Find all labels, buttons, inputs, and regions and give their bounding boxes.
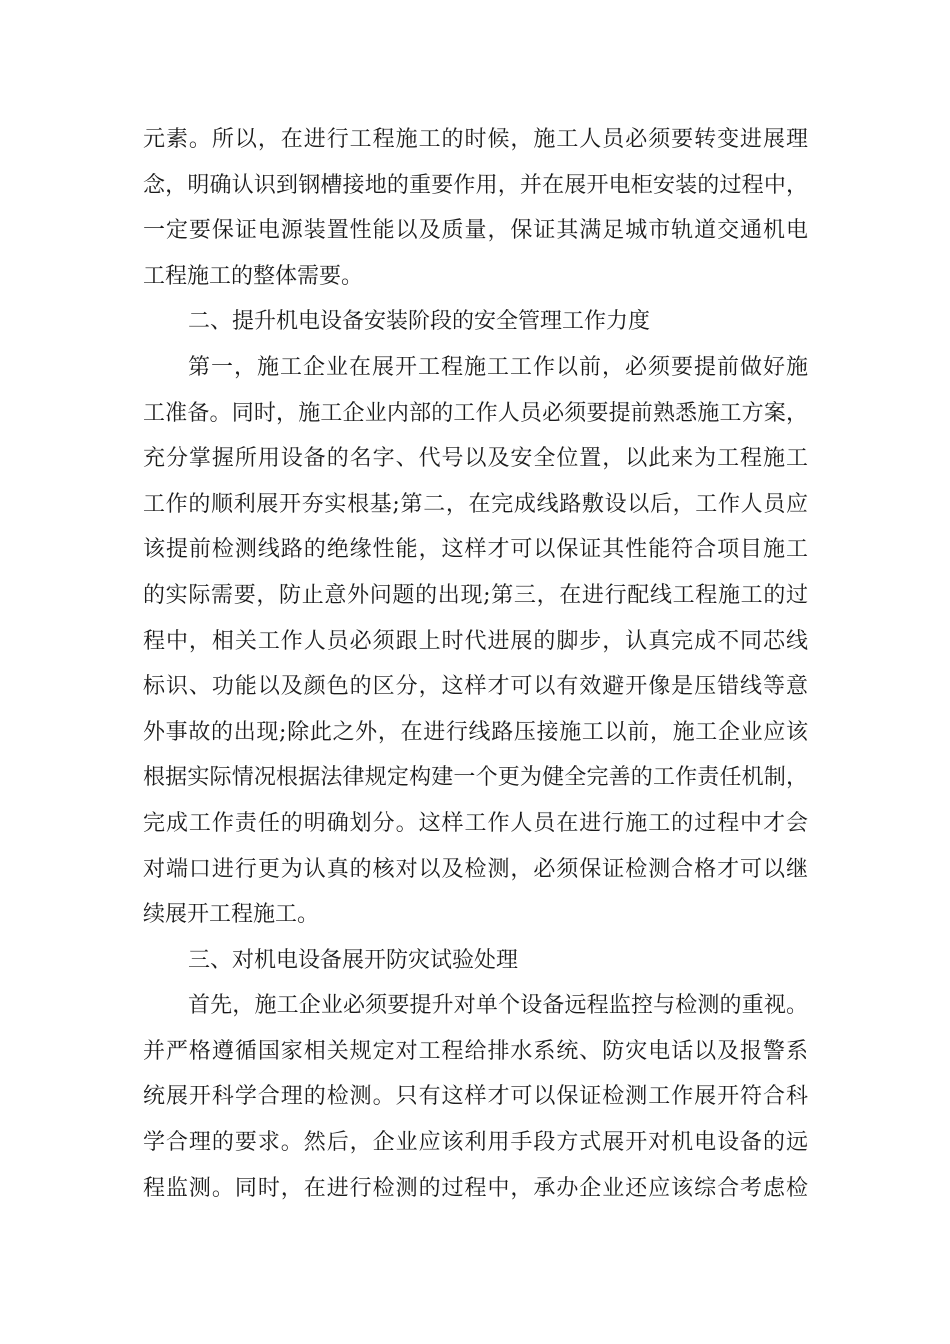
- text-line: 标识、功能以及颜色的区分，这样才可以有效避开像是压错线等意: [143, 674, 808, 700]
- text-line: 程中，相关工作人员必须跟上时代进展的脚步，认真完成不同芯线: [143, 628, 808, 654]
- text-line: 外事故的出现;除此之外，在进行线路压接施工以前，施工企业应该: [143, 719, 808, 745]
- text-line: 工准备。同时，施工企业内部的工作人员必须要提前熟悉施工方案，: [143, 400, 808, 426]
- text-line: 首先，施工企业必须要提升对单个设备远程监控与检测的重视。: [188, 993, 808, 1019]
- text-line: 一定要保证电源装置性能以及质量，保证其满足城市轨道交通机电: [143, 218, 808, 244]
- section-heading: 二、提升机电设备安装阶段的安全管理工作力度: [188, 309, 651, 335]
- text-line: 学合理的要求。然后，企业应该利用手段方式展开对机电设备的远: [143, 1130, 808, 1156]
- text-line: 第一，施工企业在展开工程施工工作以前，必须要提前做好施: [188, 354, 808, 380]
- text-line: 统展开科学合理的检测。只有这样才可以保证检测工作展开符合科: [143, 1084, 808, 1110]
- text-line: 工作的顺利展开夯实根基;第二，在完成线路敷设以后，工作人员应: [143, 491, 808, 517]
- text-line: 念，明确认识到钢槽接地的重要作用，并在展开电柜安装的过程中，: [143, 172, 808, 198]
- text-line: 根据实际情况根据法律规定构建一个更为健全完善的工作责任机制，: [143, 765, 808, 791]
- section-heading: 三、对机电设备展开防灾试验处理: [188, 947, 519, 973]
- text-line: 完成工作责任的明确划分。这样工作人员在进行施工的过程中才会: [143, 810, 808, 836]
- text-line: 的实际需要，防止意外问题的出现;第三，在进行配线工程施工的过: [143, 582, 808, 608]
- text-line: 工程施工的整体需要。: [143, 263, 364, 289]
- text-line: 程监测。同时，在进行检测的过程中，承办企业还应该综合考虑检: [143, 1175, 808, 1201]
- text-line: 续展开工程施工。: [143, 902, 320, 928]
- text-line: 元素。所以，在进行工程施工的时候，施工人员必须要转变进展理: [143, 127, 808, 152]
- body-text: [143, 117, 808, 1211]
- text-line: 对端口进行更为认真的核对以及检测，必须保证检测合格才可以继: [143, 856, 808, 882]
- text-line: 该提前检测线路的绝缘性能，这样才可以保证其性能符合项目施工: [143, 537, 808, 563]
- text-line: 并严格遵循国家相关规定对工程给排水系统、防灾电话以及报警系: [143, 1038, 808, 1064]
- text-line: 充分掌握所用设备的名字、代号以及安全位置，以此来为工程施工: [143, 446, 808, 472]
